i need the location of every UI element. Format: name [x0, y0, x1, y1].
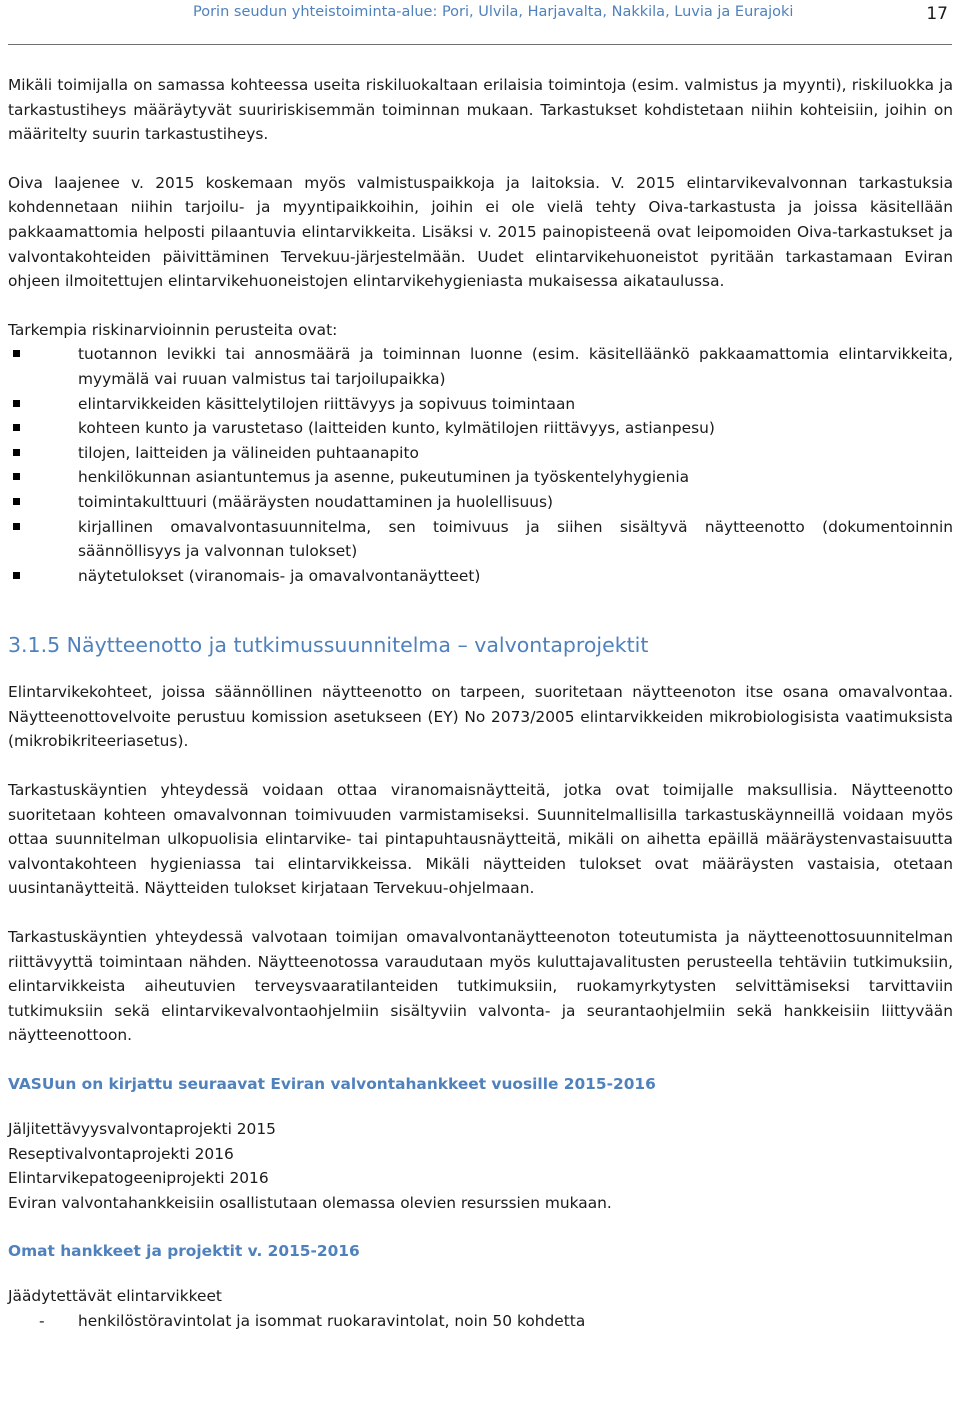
bullet-square-icon: [13, 473, 20, 480]
vasu-heading: VASUun on kirjattu seuraavat Eviran valvontahankkeet vuosille 2015-2016: [8, 1075, 656, 1093]
bullet-square-icon: [13, 572, 20, 579]
bullet-square-icon: [13, 498, 20, 505]
bullet-square-icon: [13, 449, 20, 456]
page-header: [8, 0, 952, 45]
paragraph-sampling: Elintarvikekohteet, joissa säännöllinen näytteenotto on tarpeen, suoritetaan näytteenoton itse osana omavalvontaa. Näytteenottovelvoite perustuu komission asetukseen (EY) No 2073/2005 elintarvikkeiden mikrobiologisista vaatimuksista (mikrobikriteeriasetus).: [8, 683, 953, 751]
vasu-project-list: [8, 1117, 953, 1215]
risk-criteria-intro: Tarkempia riskinarvioinnin perusteita ovat:: [8, 320, 338, 339]
own-projects-list: [8, 1309, 953, 1334]
bullet-square-icon: [13, 350, 20, 357]
section-heading: 3.1.5 Näytteenotto ja tutkimussuunnitelma – valvontaprojektit: [8, 633, 649, 658]
paragraph-sampling-plan: Tarkastuskäyntien yhteydessä valvotaan toimijan omavalvontanäytteenoton toteutumista ja näytteenottosuunnitelman riittävyyttä toimintaan nähden. Näytteenotossa varaudutaan myös kuluttajavalitusten perusteella tehtäviin tutkimuksiin, elintarvikkeista aiheutuvien terveysvaaratilanteiden tutkimuksiin, ruokamyrkytysten selvittämiseksi tarvittaviin tutkimuksiin sekä elintarvikevalvontaohjelmiin sisältyviin valvonta- ja seurantaohjelmiin sekä hankkeisiin liittyvään näytteenottoon.: [8, 928, 953, 1045]
list-item: tilojen, laitteiden ja välineiden puhtaanapito: [8, 441, 953, 466]
paragraph-risk-class: Mikäli toimijalla on samassa kohteessa useita riskiluokaltaan erilaisia toimintoja (esim. valmistus ja myynti), riskiluokka ja tarkastustiheys määräytyvät suuririskisemmän toiminnan mukaan. Tarkastukset kohdistetaan niihin kohteisiin, joihin on määritelty suurin tarkastustiheys.: [8, 76, 953, 144]
page-content: [8, 73, 953, 1334]
own-projects-heading: Omat hankkeet ja projektit v. 2015-2016: [8, 1242, 360, 1261]
dash-bullet: -: [39, 1311, 45, 1330]
list-item: toimintakulttuuri (määräysten noudattaminen ja huolellisuus): [8, 490, 953, 515]
bullet-square-icon: [13, 424, 20, 431]
risk-criteria-list: [8, 342, 953, 588]
list-item: Eviran valvontahankkeisiin osallistutaan olemassa olevien resurssien mukaan.: [8, 1193, 612, 1212]
paragraph-oiva: Oiva laajenee v. 2015 koskemaan myös valmistuspaikkoja ja laitoksia. V. 2015 elintarvikevalvonnan tarkastuksia kohdennetaan niihin tarjoilu- ja myyntipaikkoihin, joihin ei ole vielä tehty Oiva-tarkastusta ja joissa käsitellään pakkaamattomia helposti pilaantuvia elintarvikkeita. Lisäksi v. 2015 painopisteenä ovat leipomoiden Oiva-tarkastukset ja valvontakohteiden päivittäminen Tervekuu-järjestelmään. Uudet elintarvikehuoneistot pyritään tarkastamaan Eviran ohjeen ilmoitettujen elintarvikehuoneistojen elintarvikehygieniasta mukaisessa aikataulussa.: [8, 173, 953, 291]
page-number: 17: [926, 4, 948, 24]
list-item: kohteen kunto ja varustetaso (laitteiden kunto, kylmätilojen riittävyys, astianpesu): [8, 416, 953, 441]
list-item: Reseptivalvontaprojekti 2016: [8, 1144, 234, 1163]
list-item: elintarvikkeiden käsittelytilojen riittävyys ja sopivuus toimintaan: [8, 392, 953, 417]
paragraph-authority-samples: Tarkastuskäyntien yhteydessä voidaan ottaa viranomaisnäytteitä, jotka ovat toimijalle maksullisia. Näytteenotto suoritetaan kohteen omavalvonnan toimivuuden varmistamiseksi. Suunnitelmallisilla tarkastuskäynneillä voidaan myös ottaa suunnitelman ulkopuolisia elintarvike- tai pintapuhtausnäytteitä, mikäli on aihetta epäillä määräystenvastaisuutta valvontakohteen hygieniassa tai elintarvikkeissa. Mikäli näytteiden tulokset ovat määräysten vastaisia, otetaan uusintanäytteitä. Näytteiden tulokset kirjataan Tervekuu-ohjelmaan.: [8, 781, 953, 898]
header-title: Porin seudun yhteistoiminta-alue: Pori, Ulvila, Harjavalta, Nakkila, Luvia ja Eurajoki: [193, 4, 794, 20]
own-projects-subheading: Jäädytettävät elintarvikkeet: [8, 1287, 222, 1306]
list-item: kirjallinen omavalvontasuunnitelma, sen toimivuus ja siihen sisältyvä näytteenotto (dokumentoinnin säännöllisyys ja valvonnan tulokset): [8, 515, 953, 564]
list-item: - henkilöstöravintolat ja isommat ruokaravintolat, noin 50 kohdetta: [8, 1309, 953, 1334]
list-item: henkilökunnan asiantuntemus ja asenne, pukeutuminen ja työskentelyhygienia: [8, 465, 953, 490]
list-item: näytetulokset (viranomais- ja omavalvontanäytteet): [8, 564, 953, 589]
list-item: Elintarvikepatogeeniprojekti 2016: [8, 1169, 269, 1188]
bullet-square-icon: [13, 523, 20, 530]
bullet-square-icon: [13, 400, 20, 407]
list-item: Jäljitettävyysvalvontaprojekti 2015: [8, 1120, 276, 1138]
list-item: tuotannon levikki tai annosmäärä ja toiminnan luonne (esim. käsitelläänkö pakkaamattomia elintarvikkeita, myymälä vai ruuan valmistus tai tarjoilupaikka): [8, 342, 953, 391]
